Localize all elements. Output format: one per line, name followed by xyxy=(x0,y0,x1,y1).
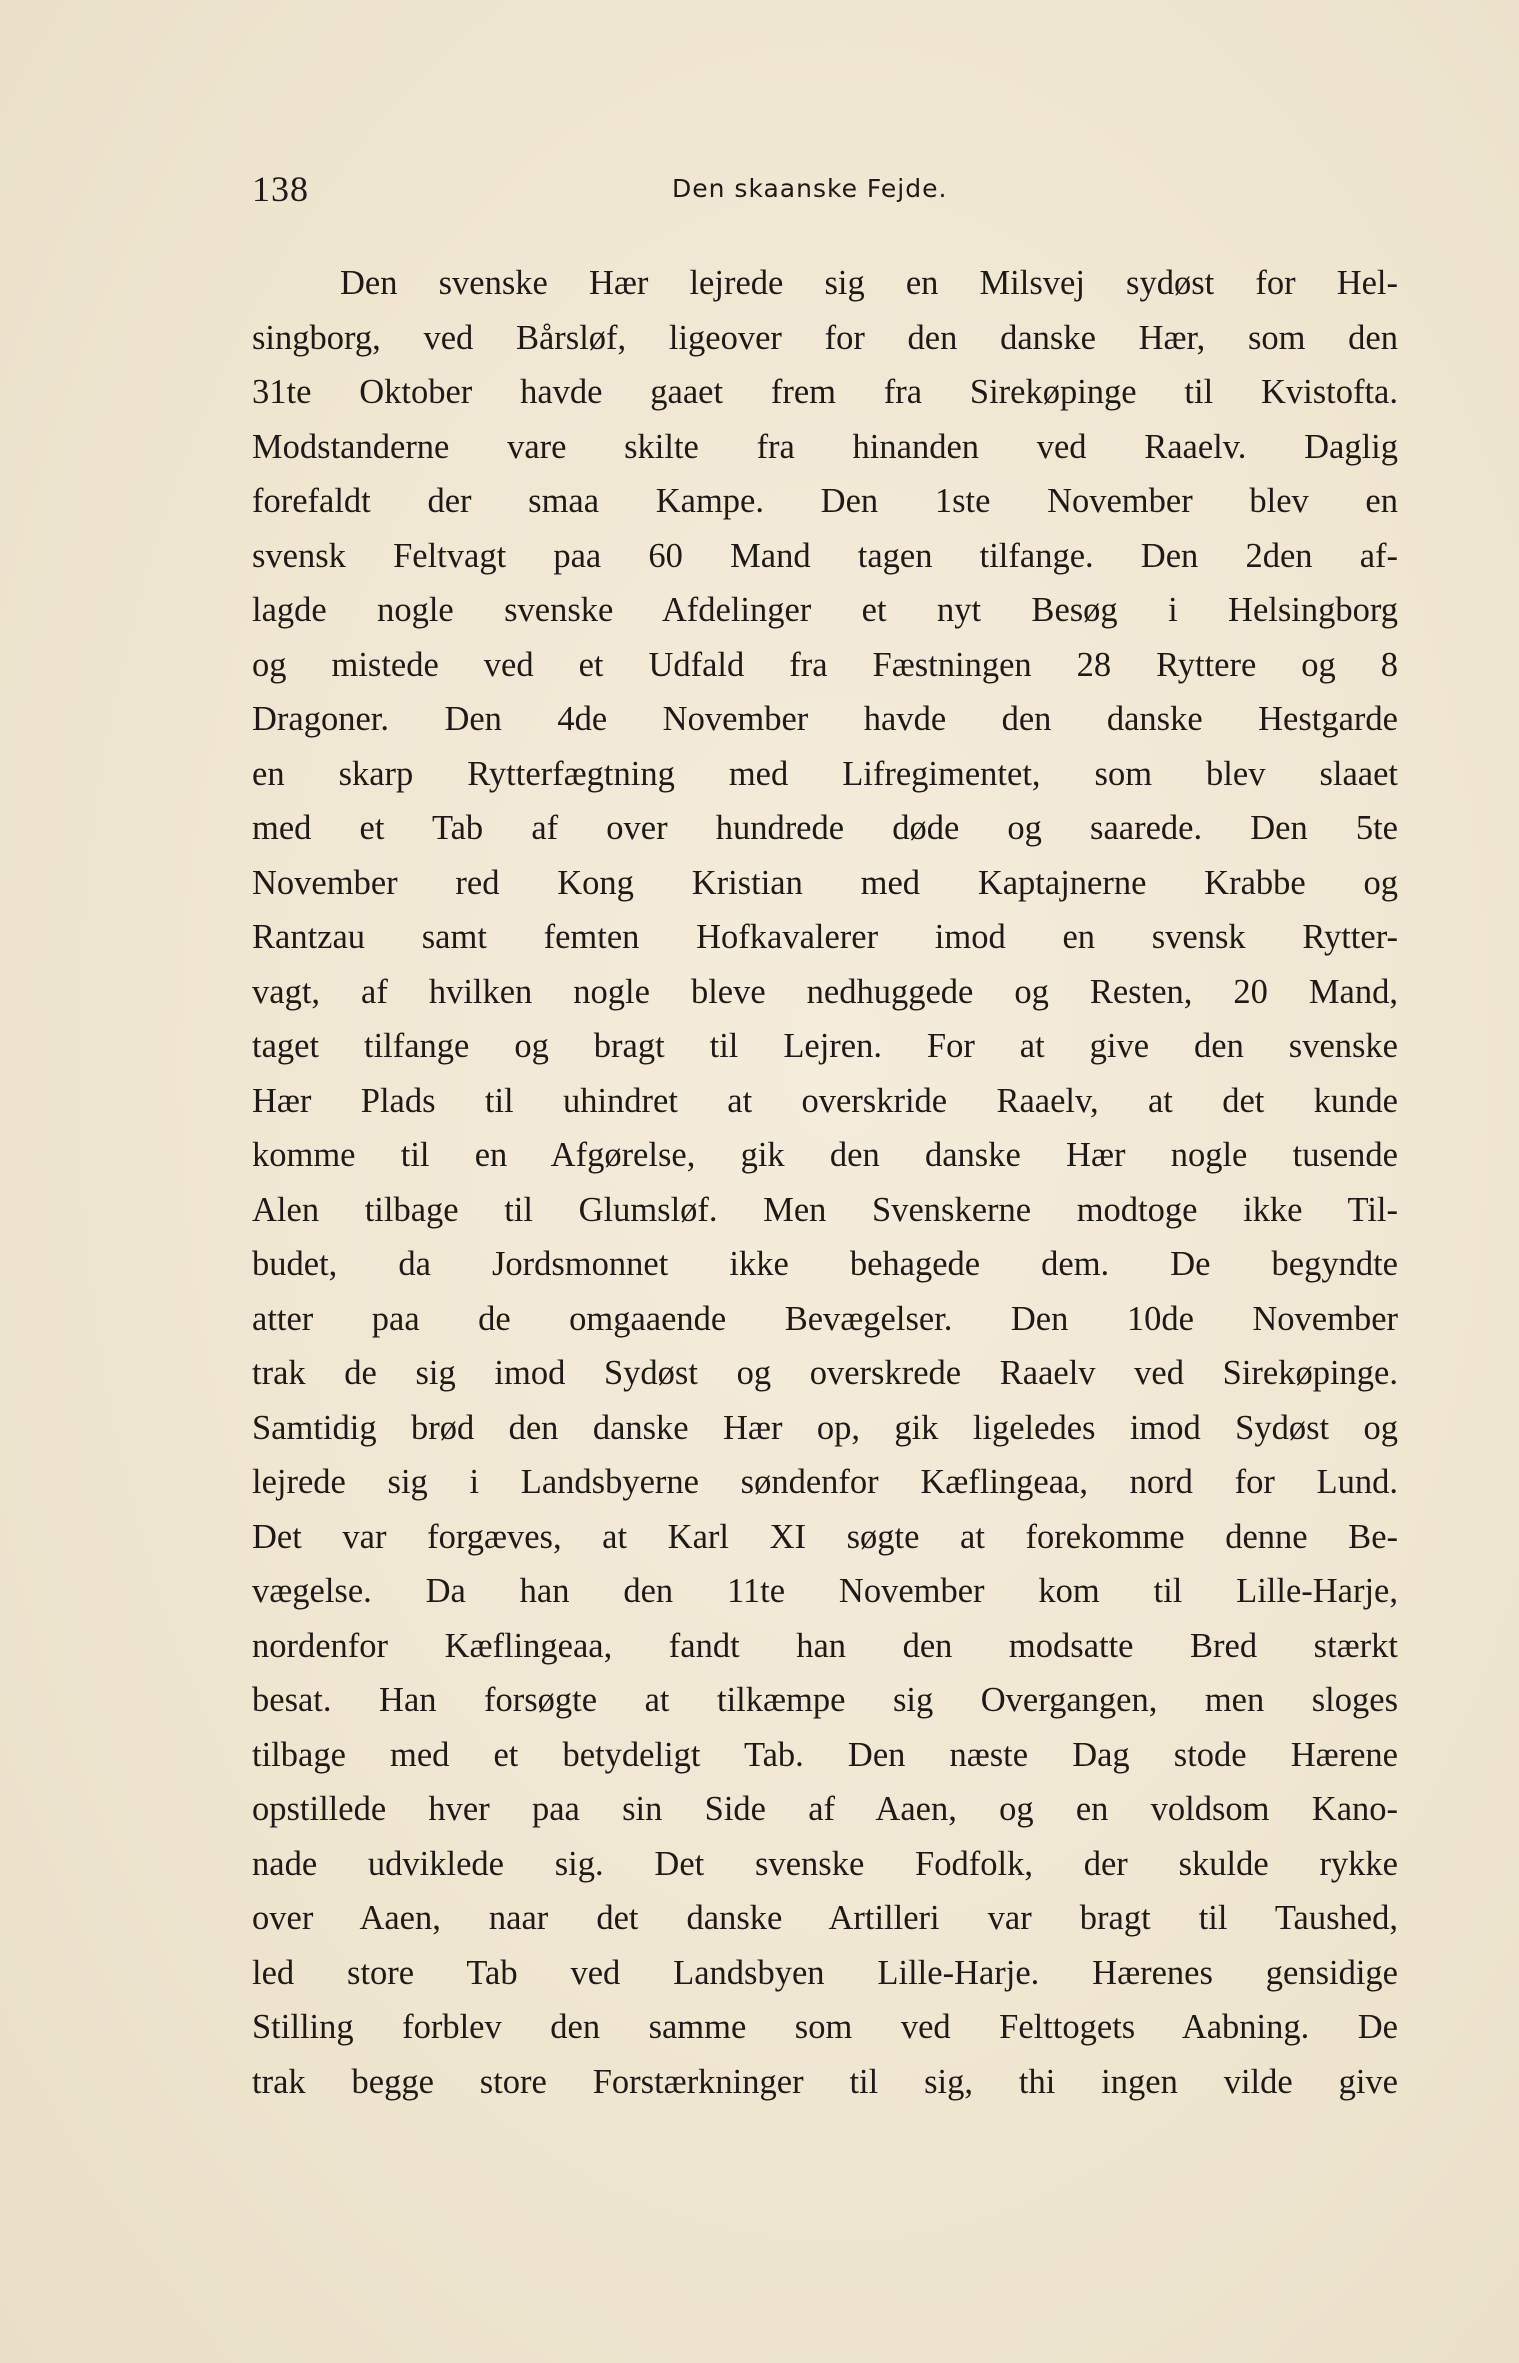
text-line: tilbage med et betydeligt Tab. Den næste Dag stode Hærene xyxy=(252,1735,1398,1774)
text-line: Det var forgæves, at Karl XI søgte at forekomme denne Be- xyxy=(252,1517,1398,1556)
text-line: forefaldt der smaa Kampe. Den 1ste November blev en xyxy=(252,482,1398,520)
text-line: lagde nogle svenske Afdelinger et nyt Besøg i Helsingborg xyxy=(252,591,1398,629)
text-line: trak begge store Forstærkninger til sig, thi ingen vilde give xyxy=(252,2062,1398,2101)
text-line: lejrede sig i Landsbyerne søndenfor Kæflingeaa, nord for Lund. xyxy=(252,1463,1398,1501)
text-line: taget tilfange og bragt til Lejren. For at give den svenske xyxy=(252,1027,1398,1065)
text-line: Samtidig brød den danske Hær op, gik ligeledes imod Sydøst og xyxy=(252,1408,1398,1447)
text-line: Dragoner. Den 4de November havde den danske Hestgarde xyxy=(252,700,1398,738)
text-line: vægelse. Da han den 11te November kom til Lille-Harje, xyxy=(252,1572,1398,1610)
text-line: nordenfor Kæflingeaa, fandt han den modsatte Bred stærkt xyxy=(252,1626,1398,1665)
text-line: led store Tab ved Landsbyen Lille-Harje. Hærenes gensidige xyxy=(252,1953,1398,1992)
text-line: November red Kong Kristian med Kaptajnerne Krabbe og xyxy=(252,863,1398,902)
text-line: Rantzau samt femten Hofkavalerer imod en svensk Rytter- xyxy=(252,918,1398,956)
text-line: Den svenske Hær lejrede sig en Milsvej sydøst for Hel- xyxy=(340,264,1398,302)
page-number: 138 xyxy=(252,169,309,209)
text-line: trak de sig imod Sydøst og overskrede Raaelv ved Sirekøpinge. xyxy=(252,1354,1398,1392)
text-line: nade udviklede sig. Det svenske Fodfolk, der skulde rykke xyxy=(252,1844,1398,1883)
text-line: og mistede ved et Udfald fra Fæstningen 28 Ryttere og 8 xyxy=(252,645,1398,684)
text-line: over Aaen, naar det danske Artilleri var bragt til Taushed, xyxy=(252,1899,1398,1937)
text-line: vagt, af hvilken nogle bleve nedhuggede og Resten, 20 Mand, xyxy=(252,972,1398,1011)
body-text xyxy=(252,256,1398,2109)
text-line: en skarp Rytterfægtning med Lifregimentet, som blev slaaet xyxy=(252,754,1398,793)
text-line: Stilling forblev den samme som ved Felttogets Aabning. De xyxy=(252,2008,1398,2046)
text-line: budet, da Jordsmonnet ikke behagede dem. De begyndte xyxy=(252,1245,1398,1283)
text-line: atter paa de omgaaende Bevægelser. Den 10de November xyxy=(252,1299,1398,1338)
running-title: Den skaanske Fejde. xyxy=(672,174,948,203)
text-line: med et Tab af over hundrede døde og saarede. Den 5te xyxy=(252,809,1398,847)
text-line: Hær Plads til uhindret at overskride Raaelv, at det kunde xyxy=(252,1081,1398,1120)
text-line: komme til en Afgørelse, gik den danske Hær nogle tusende xyxy=(252,1136,1398,1174)
text-line: Alen tilbage til Glumsløf. Men Svenskerne modtoge ikke Til- xyxy=(252,1190,1398,1229)
text-line: opstillede hver paa sin Side af Aaen, og en voldsom Kano- xyxy=(252,1790,1398,1828)
text-line: svensk Feltvagt paa 60 Mand tagen tilfange. Den 2den af- xyxy=(252,536,1398,575)
page-header xyxy=(252,168,1412,208)
text-line: Modstanderne vare skilte fra hinanden ved Raaelv. Daglig xyxy=(252,427,1398,466)
text-line: singborg, ved Bårsløf, ligeover for den danske Hær, som den xyxy=(252,318,1398,357)
text-line: 31te Oktober havde gaaet frem fra Sirekøpinge til Kvistofta. xyxy=(252,373,1398,411)
text-line: besat. Han forsøgte at tilkæmpe sig Overgangen, men sloges xyxy=(252,1681,1398,1719)
